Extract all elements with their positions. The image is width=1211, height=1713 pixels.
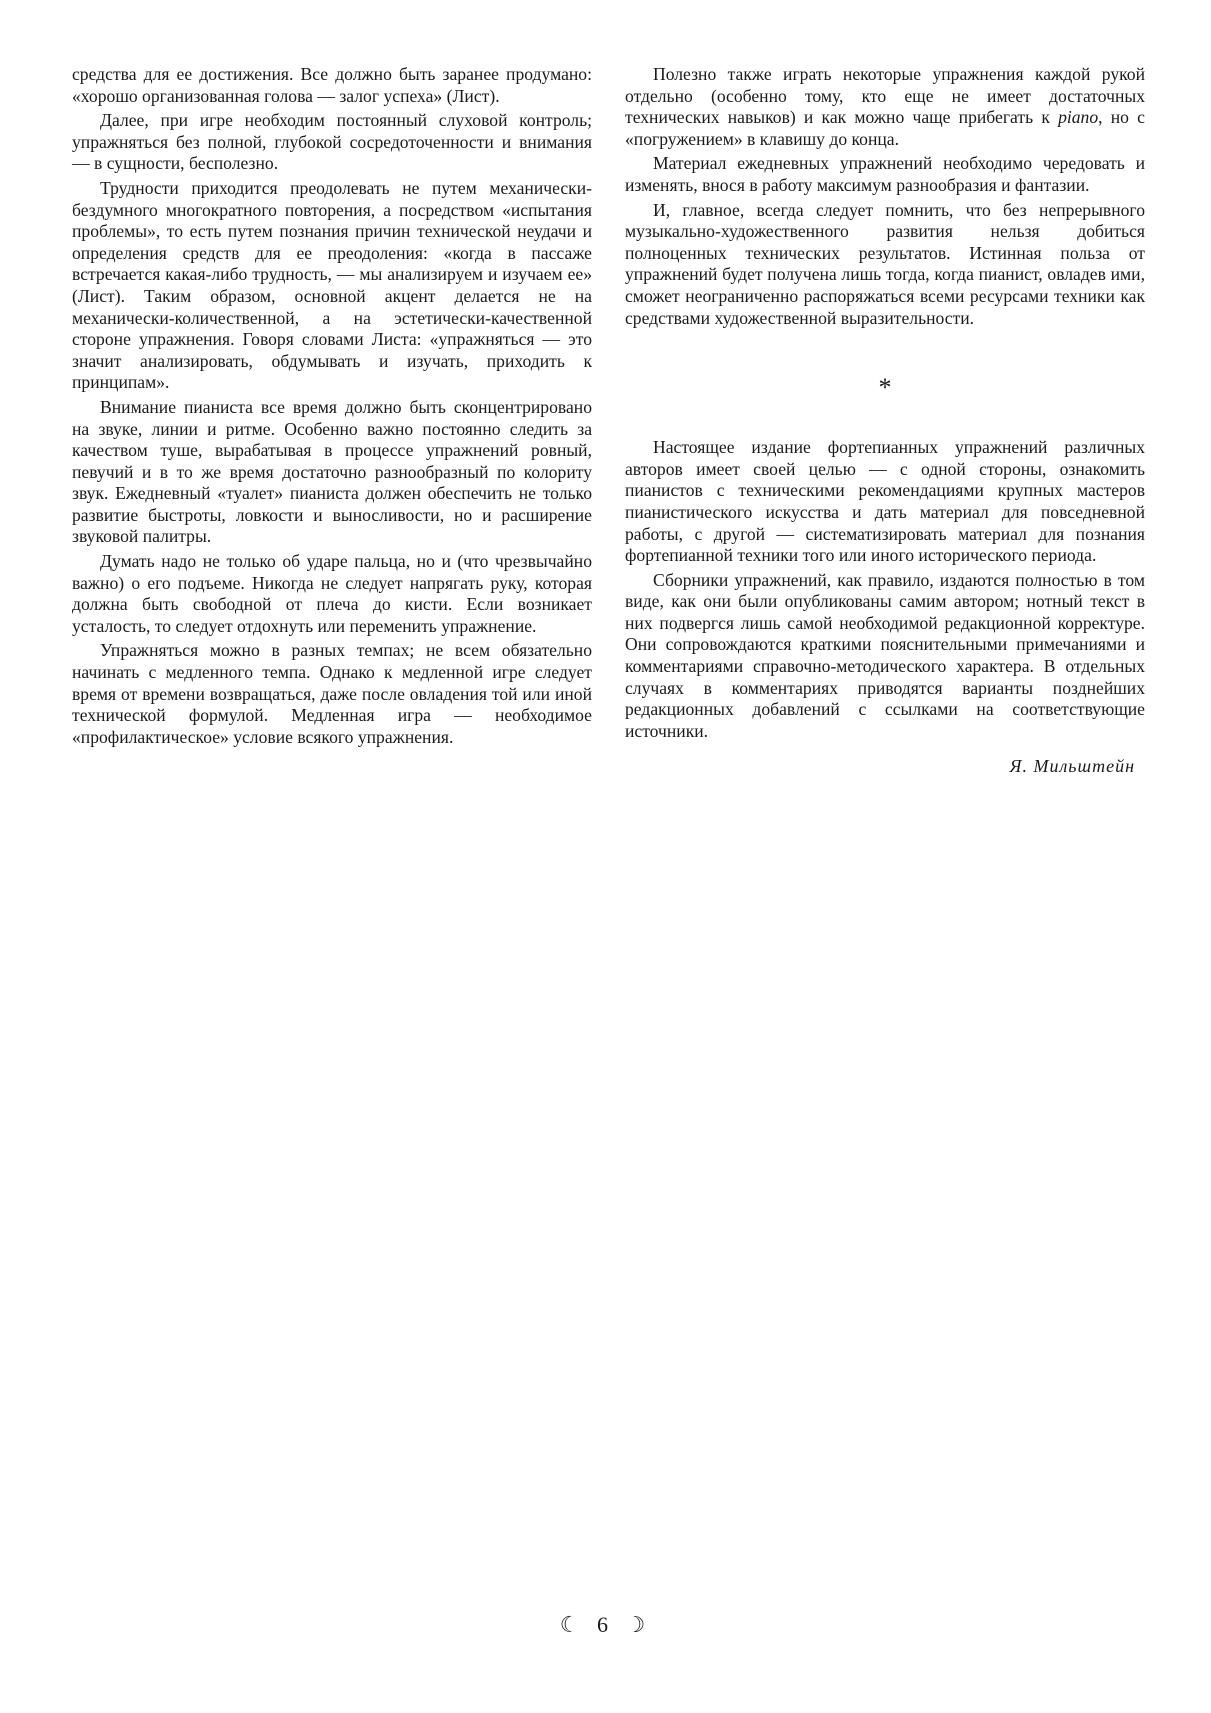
left-column — [72, 64, 592, 751]
paragraph: Далее, при игре необходим постоянный слуховой контроль; упражняться без полной, глубокой сосредоточенности и внимания — в сущности, бесполезно. — [72, 110, 592, 174]
author-signature: Я. Мильштейн — [1009, 756, 1135, 777]
ornament-right-icon: ☽ — [625, 1612, 652, 1637]
paragraph: И, главное, всегда следует помнить, что без непрерывного музыкально-художественного развития нельзя добиться полноценных технических результатов. Истинная польза от упражнений будет получена лишь тогда, когда пианист, овладев ими, сможет неограниченно распоряжаться всеми ресурсами техники как средствами художественной выразительности. — [625, 199, 1145, 328]
paragraph: Внимание пианиста все время должно быть сконцентрировано на звуке, линии и ритме. Особенно важно постоянно следить за качеством туше, вырабатывая в процессе упражнений ровный, певучий и в то же время достаточно разнообразный по колориту звук. Ежедневный «туалет» пианиста должен обеспечить не только развитие быстроты, ловкости и выносливости, но и расширение звуковой палитры. — [72, 396, 592, 547]
paragraph: Полезно также играть некоторые упражнения каждой рукой отдельно (особенно тому, кто еще не имеет достаточных технических навыков) и как можно чаще прибегать к piano, но с «погружением» в клавишу до конца. — [625, 64, 1145, 149]
page-number: 6 — [597, 1612, 614, 1637]
page-footer — [0, 1612, 1211, 1638]
paragraph: Думать надо не только об ударе пальца, но и (что чрезвычайно важно) о его подъеме. Никогда не следует напрягать руку, которая должна быть свободной от плеча до кисти. Если возникает усталость, то следует отдохнуть или переменить упражнение. — [72, 551, 592, 636]
paragraph: Трудности приходится преодолевать не путем механически-бездумного многократного повторения, а посредством «испытания проблемы», то есть путем познания причин технической неудачи и определения средств для ее преодоления: «когда в пассаже встречается какая-либо трудность, — мы анализируем и изучаем ее» (Лист). Таким образом, основной акцент делается не на механически-количественной, а на эстетически-качественной стороне упражнения. Говоря словами Листа: «упражняться — это значит анализировать, обдумывать и изучать, приходить к принципам». — [72, 177, 592, 393]
paragraph: Настоящее издание фортепианных упражнений различных авторов имеет своей целью — с одной стороны, ознакомить пианистов с техническими рекомендациями крупных мастеров пианистического искусства и дать материал для повседневной работы, с другой — систематизировать материал для познания фортепианной техники того или иного исторического периода. — [625, 437, 1145, 566]
paragraph: Упражняться можно в разных темпах; не всем обязательно начинать с медленного темпа. Однако к медленной игре следует время от времени возвращаться, даже после овладения той или иной технической формулой. Медленная игра — необходимое «профилактическое» условие всякого упражнения. — [72, 640, 592, 747]
paragraph: средства для ее достижения. Все должно быть заранее продумано: «хорошо организованная голова — залог успеха» (Лист). — [72, 64, 592, 106]
paragraph: Сборники упражнений, как правило, издаются полностью в том виде, как они были опубликованы самим автором; нотный текст в них подвергся лишь самой необходимой редакционной корректуре. Они сопровождаются краткими пояснительными примечаниями и комментариями справочно-методического характера. В отдельных случаях в комментариях приводятся варианты позднейших редакционных добавлений с ссылками на соответствующие источники. — [625, 569, 1145, 741]
section-separator: * — [878, 373, 892, 403]
paragraph: Материал ежедневных упражнений необходимо чередовать и изменять, внося в работу максимум разнообразия и фантазии. — [625, 153, 1145, 195]
right-column — [625, 64, 1145, 778]
ornament-left-icon: ☾ — [559, 1612, 586, 1637]
